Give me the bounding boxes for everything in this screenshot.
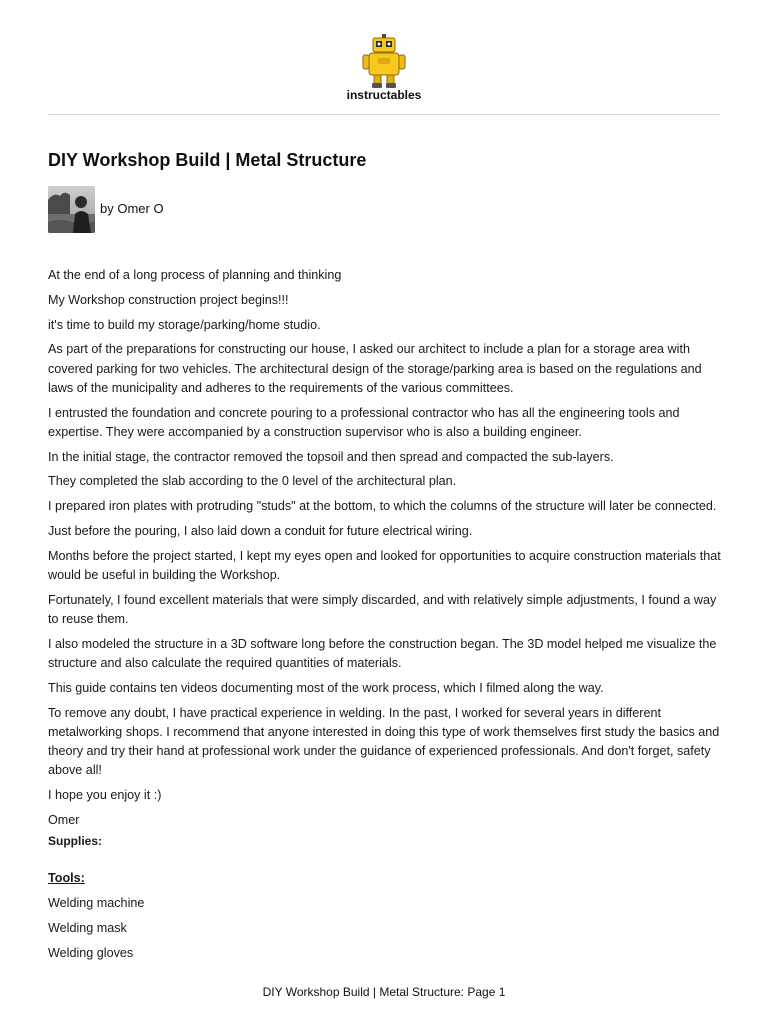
paragraph: To remove any doubt, I have practical experience in welding. In the past, I worked for several years in different metalworking shops. I recommend that anyone interested in doing this type of work themselves first study the basics and theory and try their hand at professional work under the guidance of experienced professionals. And don't forget, safety above all! (48, 705, 720, 778)
paragraph: Fortunately, I found excellent materials that were simply discarded, and with relatively simple adjustments, I found a way to reuse them. (48, 592, 717, 626)
paragraph: I prepared iron plates with protruding "studs" at the bottom, to which the columns of the structure will later be connected. (48, 499, 717, 514)
paragraph: I hope you enjoy it :) (48, 787, 162, 802)
author-byline[interactable]: by Omer O (100, 201, 164, 216)
paragraph: As part of the preparations for constructing our house, I asked our architect to include a plan for a storage area with covered parking for two vehicles. The architectural design of the storage/parking area is based on the regulations and laws of the municipality and adheres to the requirements of the various committees. (48, 342, 702, 395)
author-avatar[interactable] (48, 186, 95, 233)
paragraph: it's time to build my storage/parking/home studio. (48, 317, 321, 332)
paragraph: I entrusted the foundation and concrete pouring to a professional contractor who has all the engineering tools and expertise. They were accompanied by a construction supervisor who is also a building engineer. (48, 405, 680, 439)
supplies-heading: Supplies: (48, 833, 103, 848)
paragraph: I also modeled the structure in a 3D software long before the construction began. The 3D model helped me visualize the structure and also calculate the required quantities of materials. (48, 636, 717, 670)
site-header (0, 0, 768, 116)
paragraph: Months before the project started, I kept my eyes open and looked for opportunities to acquire construction materials that would be useful in building the Workshop. (48, 548, 721, 582)
paragraph: At the end of a long process of planning and thinking (48, 268, 342, 282)
paragraph: Just before the pouring, I also laid down a conduit for future electrical wiring. (48, 523, 473, 538)
paragraph: In the initial stage, the contractor removed the topsoil and then spread and compacted the sub-layers. (48, 449, 614, 464)
paragraph: This guide contains ten videos documenting most of the work process, which I filmed along the way. (48, 680, 604, 695)
tools-heading: Tools: (48, 870, 85, 885)
tool-item: Welding gloves (48, 945, 134, 960)
avatar-photo (48, 186, 95, 233)
page-title: DIY Workshop Build | Metal Structure (48, 150, 367, 170)
brand-name[interactable]: instructables (346, 88, 422, 102)
tool-item: Welding mask (48, 920, 127, 935)
article-body (48, 266, 728, 968)
robot-mascot-icon[interactable] (360, 34, 408, 90)
paragraph: My Workshop construction project begins!!! (48, 292, 289, 307)
signature: Omer (48, 812, 80, 827)
paragraph: They completed the slab according to the 0 level of the architectural plan. (48, 474, 457, 489)
page-footer: DIY Workshop Build | Metal Structure: Page 1 (262, 985, 506, 999)
header-divider (48, 114, 720, 115)
tool-item: Welding machine (48, 895, 145, 910)
